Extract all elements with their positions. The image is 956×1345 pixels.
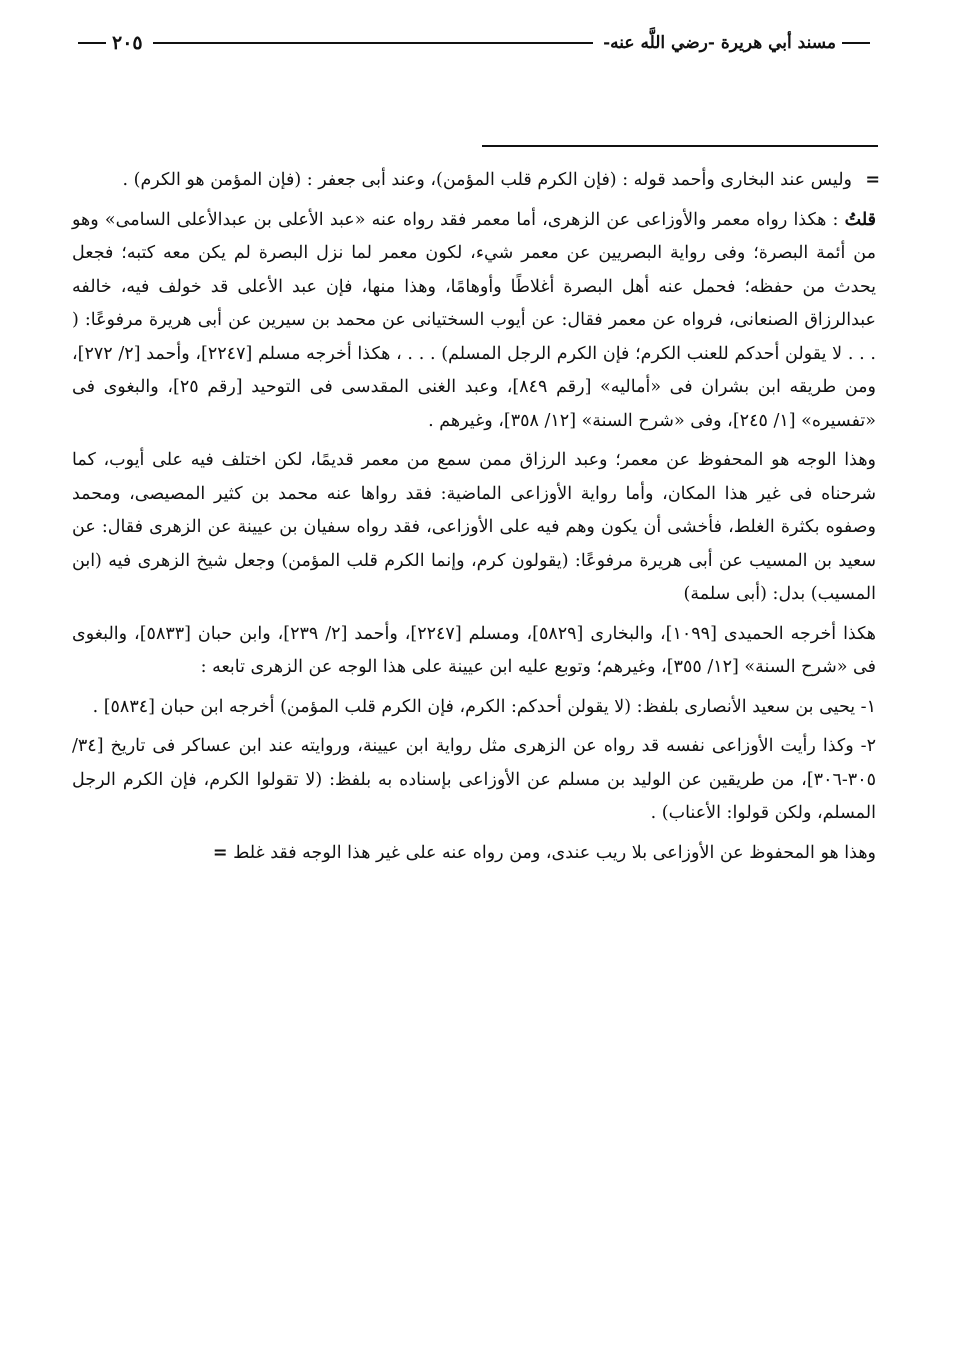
footnote-paragraph-2 — [72, 204, 876, 439]
paragraph-7-text: وهذا هو المحفوظ عن الأوزاعى بلا ريب عندى، ومن رواه عنه على غير هذا الوجه فقد غلط — [233, 842, 876, 863]
footnote-paragraph-4: هكذا أخرجه الحميدى [١٠٩٩]، والبخارى [٥٨٢٩]، ومسلم [٢٢٤٧]، وأحمد [٢/ ٢٣٩]، وابن حبان [٥٨٣٣]، والبغوى فى «شرح السنة» [١٢/ ٣٥٥]، وغيرهم؛ وتوبع عليه ابن عيينة على هذا الوجه عن الزهرى تابعه : — [72, 623, 877, 677]
end-continuation-mark: = — [212, 842, 228, 863]
paragraph-1-text: وليس عند البخارى وأحمد قوله : (فإن الكرم قلب المؤمن)، وعند أبى جعفر : (فإن المؤمن هو الكرم) . — [122, 170, 852, 190]
footnote-body — [72, 164, 880, 876]
paragraph-2-text: : هكذا رواه معمر والأوزاعى عن الزهرى، أما معمر فقد رواه عنه «عبد الأعلى بن عبدالأعلى السامى» وهو من أئمة البصرة؛ وفى رواية البصريين عن معمر شيء، لكون معمر لما نزل البصرة لم يكن معه كتبه؛ فجعل يحدث من حفظه؛ فحمل عنه أهل البصرة أغلاطًا وأوهامًا، وهذا منها، فإن عبد الأعلى قد خولف فيه، خالفه عبدالرزاق الصنعانى، فرواه عن معمر فقال: عن أيوب السختيانى عن محمد بن سيرين عن أبى هريرة مرفوعًا: ( . . . لا يقولن أحدكم للعنب الكرم؛ فإن الكرم الرجل المسلم) . . . ، هكذا أخرجه مسلم [٢٢٤٧]، وأحمد [٢/ ٢٧٢]، ومن طريقه ابن بشران فى «أماليه» [رقم ٨٤٩]، وعبد الغنى المقدسى فى التوحيد [رقم ٢٥]، والبغوى فى «تفسيره» [١/ ٢٤٥]، وفى «شرح السنة» [١٢/ ٣٥٨]، وغيرهم . — [72, 209, 877, 431]
header-rule — [153, 42, 594, 44]
running-header — [72, 28, 876, 58]
footnote-separator — [482, 145, 878, 147]
page-number: ٢٠٥ — [112, 32, 143, 54]
footnote-paragraph-5: ١- يحيى بن سعيد الأنصارى بلفظ: (لا يقولن أحدكم: الكرم، فإن الكرم قلب المؤمن) أخرجه ابن حبان [٥٨٣٤] . — [92, 696, 876, 717]
footnote-paragraph-3: وهذا الوجه هو المحفوظ عن معمر؛ وعبد الرزاق ممن سمع من معمر قديمًا، لكن اختلف فيه على أيوب، كما شرحناه فى غير هذا المكان، وأما رواية الأوزاعى الماضية: فقد رواها عنه محمد بن كثير المصيصى، ومحمد وصفوه بكثرة الغلط، فأخشى أن يكون وهم فيه على الأوزاعى، فقد رواه سفيان بن عيينة عن الزهرى فقال: عن سعيد بن المسيب عن أبى هريرة مرفوعًا: (يقولون كرم، وإنما الكرم قلب المؤمن) وجعل شيخ الزهرى فيه (ابن المسيب) بدل: (أبى سلمة) — [72, 450, 876, 604]
continuation-mark: = — [865, 170, 880, 190]
footnote-paragraph-1 — [72, 164, 880, 198]
header-dash-right — [842, 42, 870, 44]
book-title: مسند أبي هريرة -رضي اللَّه عنه- — [603, 33, 836, 53]
footnote-paragraph-7 — [72, 837, 876, 871]
header-dash-left — [78, 42, 106, 44]
footnote-paragraph-6: ٢- وكذا رأيت الأوزاعى نفسه قد رواه عن الزهرى مثل رواية ابن عيينة، وروايته عند ابن عساكر فى تاريخ [٣٤/ ٣٠٥-٣٠٦]، من طريقين عن الوليد بن مسلم عن الأوزاعى بإسناده به بلفظ: (لا تقولوا الكرم، فإن الكرم الرجل المسلم، ولكن قولوا: الأعناب) . — [72, 736, 876, 823]
qultu-label: قلتُ — [844, 209, 876, 230]
